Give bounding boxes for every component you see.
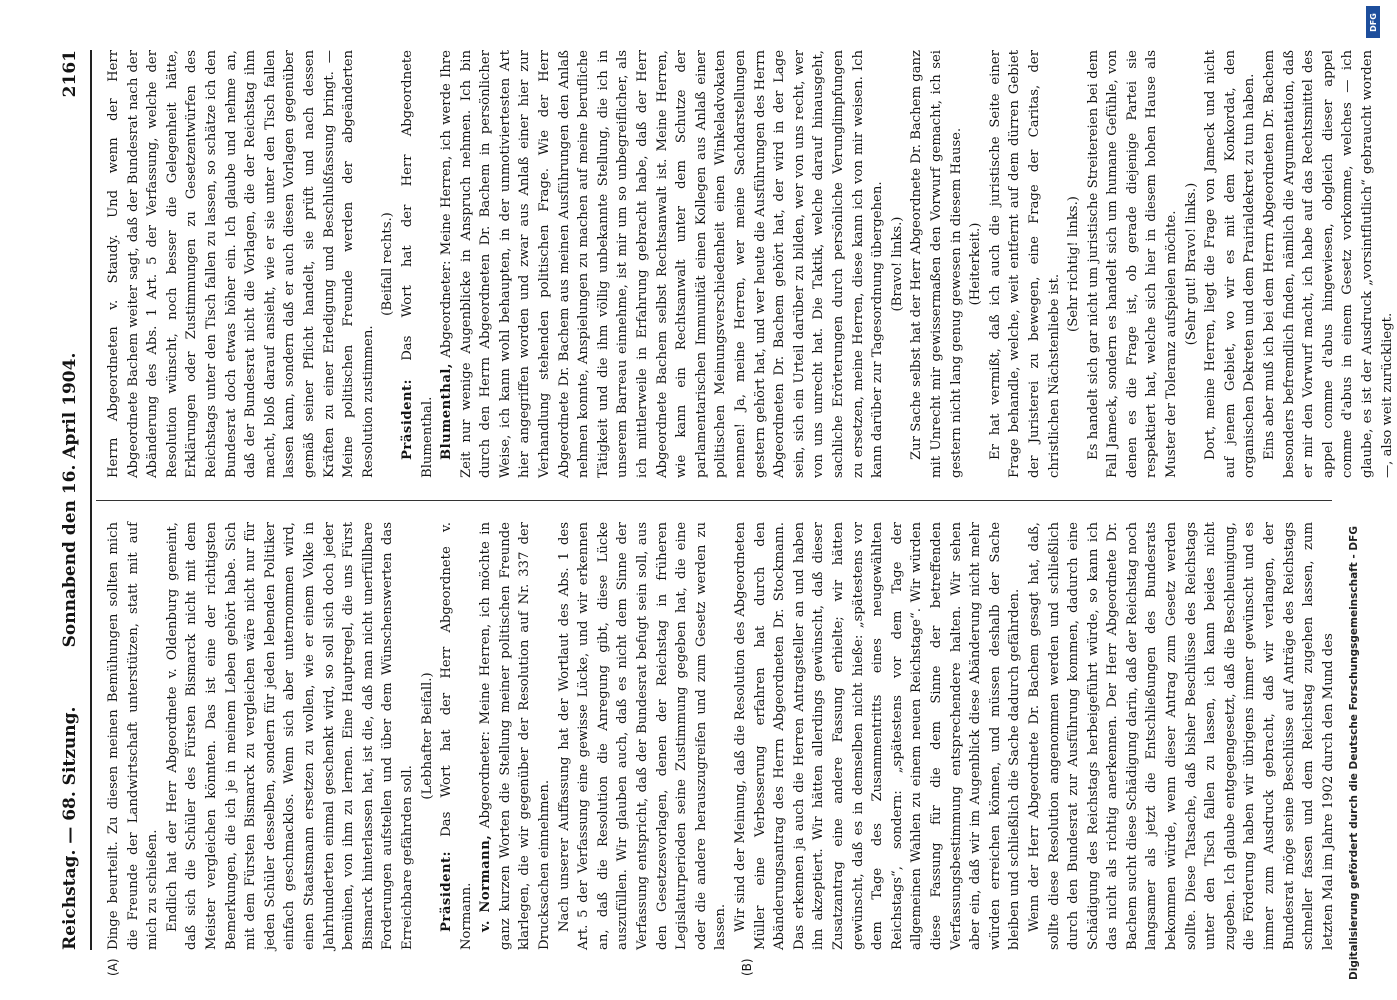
interjection: (Sehr richtig! links.) [1066,196,1082,332]
left-column [104,522,1334,950]
speech-text: Das Wort hat der Herr Abgeordnete v. Normann. [439,522,474,950]
paragraph: Wir sind der Meinung, daß die Resolution des Abgeordneten Müller eine Verbesserung erfahren hat durch den Abänderungsantrag des Herrn Abgeordneten Dr. Stockmann. Das erkennen ja auch die Herren Antragsteller an und haben ihn akzeptiert. Wir hätten allerdings gewünscht, daß dieser Zusatzantrag eine andere Fassung erhielte; wir hätten gewünscht, daß es in demselben nicht hieße: „spätestens vor dem Tage des Zusammentritts eines neugewählten Reichstags“, sondern: „spätestens vor dem Tage der allgemeinen Wahlen zu einem neuen Reichstage“. Wir würden diese Fassung für die dem Sinne der betreffenden Verfassungsbestimmung entsprechendere halten. Wir sehen aber ein, daß wir im Augenblick diese Abänderung nicht mehr würden erreichen können, und müssen deshalb der Sache bleiben und schließlich die Sache dadurch gefährden. [733,522,1023,950]
interjection: (Lebhafter Beifall.) [419,672,435,800]
speaker-name: Präsident: [439,850,455,932]
speaker-paragraph [398,50,437,478]
interjection: (Beifall rechts.) [380,212,396,316]
running-head [60,50,92,950]
paragraph: Dinge beurteilt. Zu diesen meinen Bemühungen sollten mich die Freunde der Landwirtschaft unterstützen, statt mit auf mich zu schießen. [106,522,161,950]
paragraph: Eins aber muß ich bei dem Herrn Abgeordneten Dr. Bachem besonders befremdlich finden, nämlich die Argumentation, daß er mir den Vorwurf macht, ich habe auf das Rechtsmittel des appel comme d'abus hingewiesen, obgleich dieser appel comme d'abus in einem Gesetz vorkomme, welches — ich glaube, es ist der Ausdruck „vorsintflutlich“ gebraucht worden —, also weit zurückliegt. [1262,50,1395,478]
page-number: 2161 [60,50,80,98]
speech-text: Abgeordneter: Meine Herren, ich möchte in ganz kurzen Worten die Stellung meiner politischen Freunde klarlegen, die wir gegenüber der Resolution auf Nr. 337 der Drucksachen einnehmen. [478,522,553,950]
speech-text: Das Wort hat der Herr Abgeordnete Blumenthal. [399,50,435,478]
paragraph: Es handelt sich gar nicht um juristische Streitereien bei dem Fall Jameck, sondern es handelt sich um humane Gefühle, von denen es die Frage ist, ob gerade diejenige Partei sie respektiert hat, welche sich hier in diesem hohen Hause als Muster der Toleranz aufspielen möchte. [1085,50,1180,478]
margin-marker-b: (B) [740,958,754,976]
interjection: (Sehr gut! Bravo! links.) [1183,182,1199,346]
interjection: (Bravo! links.) [889,216,905,312]
speaker-paragraph [437,50,888,478]
dfg-logo [1366,6,1380,38]
paragraph: Er hat vermißt, daß ich auch die juristische Seite einer Frage behandle, welche, weit entfernt auf dem dürren Gebiet der Juristerei zu bewegen, eine Frage der Caritas, der christlichen Nächstenliebe ist. [987,50,1062,478]
speaker-name: v. Normann, [478,834,494,932]
header-date: Sonnabend den 16. April 1904. [60,352,80,648]
speaker-name: Präsident: [399,378,415,460]
column-divider [96,500,1332,501]
header-rule [90,50,92,950]
right-column [104,50,1395,478]
digitization-credit: Digitalisierung gefördert durch die Deutsche Forschungsgemeinschaft - DFG [1348,526,1360,980]
interjection: (Heiterkeit.) [968,222,984,306]
speaker-paragraph [476,522,554,950]
speaker-paragraph [437,522,476,950]
paragraph: Herrn Abgeordneten v. Staudy. Und wenn der Herr Abgeordnete Bachem weiter sagt, daß der Bundesrat nach der Abänderung des Abs. 1 Art. 5 der Verfassung, welche der Resolution wünscht, noch besser die Gelegenheit hätte, Erklärungen oder Zustimmungen zu Gesetzentwürfen des Reichstags unter den Tisch fallen zu lassen, so schätze ich den Bundesrat doch etwas höher ein. Ich glaube und nehme an, daß der Bundesrat nicht die Vorlagen, die der Reichstag ihm macht, bloß darauf ansieht, wie er sie unter den Tisch fallen lassen kann, sondern daß er auch diesen Vorlagen gegenüber gemäß seiner Pflicht handelt, sie prüft und nach dessen Kräften zu einer Erledigung und Beschlußfassung bringt. — Meine politischen Freunde werden der abgeänderten Resolution zustimmen. [106,50,376,478]
speech-text: Abgeordneter: Meine Herren, ich werde Ihre Zeit nur wenige Augenblicke in Anspruch nehmen. Ich bin durch den Herrn Abgeordneten Dr. Bachem in persönlicher Weise, ich kann wohl behaupten, in der unmotiviertesten Art hier angegriffen worden und zwar aus Anlaß einer hier zur Verhandlung stehenden politischen Frage. Wie der Herr Abgeordnete Dr. Bachem aus meinen Ausführungen den Anlaß nehmen konnte, Anspielungen zu machen auf meine berufliche Tätigkeit und die ihm völlig unbekannte Stellung, die ich in unserem Barreau einnehme, ist mir um so unbegreiflicher, als ich mittlerweile in Erfahrung gebracht habe, daß der Herr Abgeordnete Bachem selbst Rechtsanwalt ist. Meine Herren, wie kann ein Rechtsanwalt unter dem Schutze der parlamentarischen Immunität einen Kollegen aus Anlaß einer politischen Meinungsverschiedenheit einen Winkeladvokaten nennen! Ja, meine Herren, wer meine Sachdarstellungen gestern gehört hat, und wer heute die Ausführungen des Herrn Abgeordneten Dr. Bachem gehört hat, der wird in der Lage sein, sich ein Urteil darüber zu bilden, wer von uns recht, wer von uns unrecht hat. Die Taktik, welche darauf hinausgeht, sachliche Erörterungen durch persönliche Verunglimpfungen zu ersetzen, meine Herren, diese kann ich von mir weisen. Ich kann darüber zur Tagesordnung übergehen. [439,50,886,478]
paragraph: Wenn der Herr Abgeordnete Dr. Bachem gesagt hat, daß, sollte diese Resolution angenommen werden und schließlich durch den Bundesrat zur Ausführung kommen, dadurch eine Schädigung des Reichstags herbeigeführt würde, so kann ich das nicht als richtig anerkennen. Der Herr Abgeordnete Dr. Bachem sucht diese Schädigung darin, daß der Reichstag noch langsamer als jetzt die Entschließungen des Bundesrats bekommen würde, wenn dieser Antrag zum Gesetz werden sollte. Diese Tatsache, daß bisher Beschlüsse des Reichstags unter den Tisch fallen zu lassen, ich kann beides nicht zugeben. Ich glaube entgegengesetzt, daß die Beschleunigung, die Förderung haben wir übrigens immer gewünscht und es immer zum Ausdruck gebracht, daß wir verlangen, der Bundesrat möge seine Beschlüsse auf Anträge des Reichstags schneller fassen und dem Reichstag zugehen lassen, zum letzten Mal im Jahre 1902 durch den Mund des [1026,522,1336,950]
margin-marker-a: (A) [106,958,120,976]
speaker-name: Blumenthal, [439,362,455,460]
header-session: Reichstag. — 68. Sitzung. [60,706,80,950]
dfg-logo-text: DFG [1368,12,1378,32]
paragraph: Nach unserer Auffassung hat der Wortlaut des Abs. 1 des Art. 5 der Verfassung eine gewisse Lücke, und wir erkennen an, daß die Resolution die Anregung gibt, diese Lücke auszufüllen. Wir glauben auch, daß es nicht dem Sinne der Verfassung entspricht, daß der Bundesrat befugt sein soll, aus den Gesetzesvorlagen, denen der Reichstag in früheren Legislaturperioden seine Zustimmung gegeben hat, die eine oder die andere herauszugreifen und zum Gesetz werden zu lassen. [556,522,729,950]
paragraph: Zur Sache selbst hat der Herr Abgeordnete Dr. Bachem ganz mit Unrecht mir gewissermaßen den Vorwurf gemacht, ich sei gestern nicht lang genug gewesen in diesem Hause. [909,50,964,478]
paragraph: Dort, meine Herren, liegt die Frage von Jameck und nicht auf jenem Gebiet, wo wir es mit dem Konkordat, den organischen Dekreten und dem Prairialdekret zu tun haben. [1203,50,1258,478]
paragraph: Endlich hat der Herr Abgeordnete v. Oldenburg gemeint, daß sich die Schüler des Fürsten Bismarck nicht mit dem Meister vergleichen könnten. Das ist eine der richtigsten Bemerkungen, die ich je in meinem Leben gehört habe. Sich mit dem Fürsten Bismarck zu vergleichen wäre nicht nur für jeden Schüler desselben, sondern für jeden lebenden Politiker einfach geschmacklos. Wenn sich aber unternommen wird, einen Staatsmann ersetzen zu wollen, wie er einem Volke in Jahrhunderten einmal geschenkt wird, so soll sich doch jeder bemühen, von ihm zu lernen. Eine Hauptregel, die uns Fürst Bismarck hinterlassen hat, ist die, daß man nicht unerfüllbare Forderungen aufstellen und über dem Wünschenswerten das Erreichbare gefährden soll. [164,522,415,950]
